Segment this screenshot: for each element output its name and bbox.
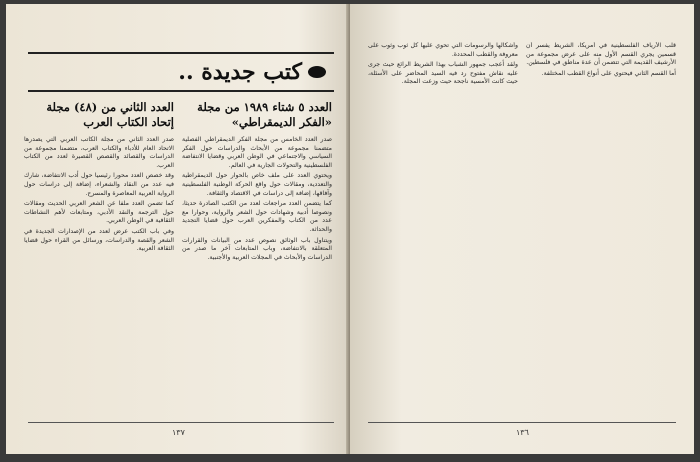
article-heading-fikr: العدد ٥ شتاء ١٩٨٩ من مجلة «الفكر الديمقراطي» (197, 100, 332, 129)
footer-rule (368, 422, 676, 423)
paragraph: كما يتضمن العدد مراجعات لعدد من الكتب الصادرة حديثا، ونصوصا أدبية وشهادات حول الشعر والرواية، وحوارا مع عدد من الكتاب والمفكرين العرب حول قضايا التجديد والحداثة. (182, 200, 332, 233)
page-number: ١٣٦ (516, 428, 529, 437)
article-heading-kitab: العدد الثاني من (٤٨) مجلة إتحاد الكتاب العرب (46, 100, 174, 129)
paragraph: صدر العدد الخامس من مجلة الفكر الديمقراطي الفصلية متضمنا مجموعة من الأبحاث والدراسات حول الفكر السياسي والاجتماعي في الوطن العربي وقضايا الانتفاضة الفلسطينية والتحولات الجارية في العالم. (182, 136, 332, 169)
article-body-column-right (526, 42, 676, 132)
paragraph: وفي باب الكتب عرض لعدد من الإصدارات الجديدة في الشعر والقصة والدراسات، ورسائل من القراء حول قضايا الثقافة العربية. (24, 227, 174, 253)
paragraph: أما القسم الثاني فيحتوي على أنواع القطب المختلفة. (541, 69, 676, 77)
article-body-column-left (368, 42, 518, 132)
footer-rule (28, 422, 334, 423)
article-body-kitab (24, 136, 174, 414)
page-number: ١٣٧ (172, 428, 185, 437)
paragraph: وأشكالها والرسومات التي تحوي عليها كل ثوب وثوب على معروفة والقطب المحددة. (368, 42, 518, 58)
magazine-spread (6, 4, 694, 454)
paragraph: قلب الأرياف الفلسطينية في أمريكا، الشريط يفسر أن قسمين يجري القسم الأول منه على عرض مجموعة من الأرشيف القديمة التي تتضمن أن عدة مناطق في فلسطين. (526, 42, 676, 67)
left-page (6, 4, 350, 454)
article-body-fikr (182, 136, 332, 414)
paragraph: كما تضمن العدد ملفا عن الشعر العربي الحديث ومقالات حول الترجمة والنقد الأدبي، ومتابعات لأهم النشاطات الثقافية في الوطن العربي. (24, 200, 174, 225)
paragraph: ويتناول باب الوثائق نصوص عدد من البيانات والقرارات المتعلقة بالانتفاضة، وباب المتابعات آخر ما صدر من الدراسات والأبحاث في المجلات العربية والأجنبية. (182, 236, 332, 261)
right-page (350, 4, 694, 454)
section-title: كتب جديدة .. (178, 59, 302, 85)
paragraph: ويحتوي العدد على ملف خاص بالحوار حول الديمقراطية والتعددية، ومقالات حول واقع الحركة الوطنية الفلسطينية وآفاقها، إضافة إلى دراسات في الاقتصاد والثقافة. (182, 172, 332, 197)
section-header (28, 52, 334, 92)
paragraph: وقد خصص العدد محورا رئيسيا حول أدب الانتفاضة، شارك فيه عدد من النقاد والشعراء، إضافة إلى دراسات حول الرواية العربية المعاصرة والمسرح. (24, 172, 174, 197)
paragraph: صدر العدد الثاني من مجلة الكاتب العربي التي يصدرها الاتحاد العام للأدباء والكتاب العرب، متضمنا مجموعة من الدراسات والقصائد والقصص القصيرة لعدد من الكتاب العرب. (24, 136, 174, 169)
paragraph: ولقد أعجب جمهور الشباب بهذا الشريط الرائع حيث جرى عليه نقاش مفتوح رد فيه السيد المحاضر على الأسئلة، حيث كانت الأمسية ناجحة حيث وزعت المجلة. (368, 61, 518, 86)
bullet-oval-icon (308, 66, 326, 78)
